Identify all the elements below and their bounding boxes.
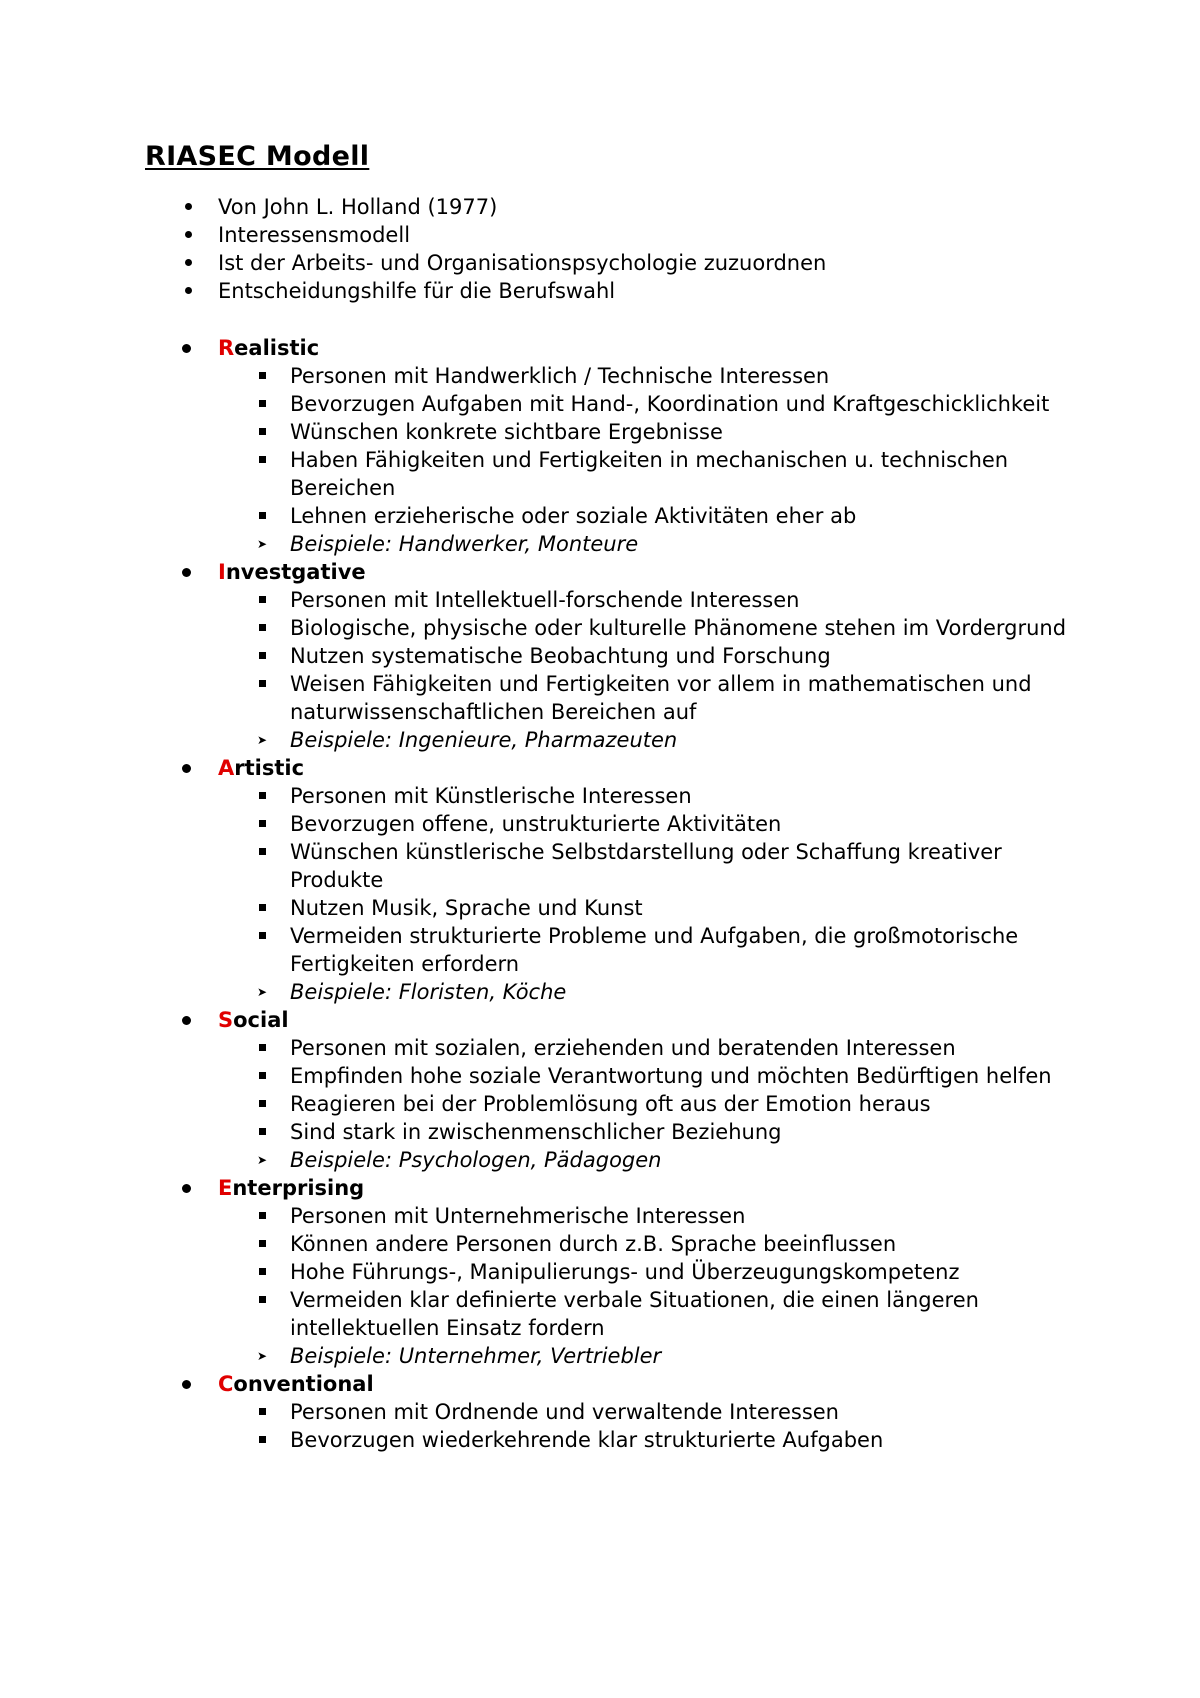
category-detail-list <box>257 1202 1200 1370</box>
detail-item: Hohe Führungs-, Manipulierungs- und Überzeugungskompetenz <box>290 1258 1080 1286</box>
category-name-rest: nvestgative <box>225 560 366 584</box>
bullet-icon <box>182 344 191 353</box>
detail-item: Haben Fähigkeiten und Fertigkeiten in mechanischen u. technischen Bereichen <box>290 446 1080 502</box>
detail-item: Personen mit Handwerklich / Technische Interessen <box>290 362 1080 390</box>
category-title <box>218 754 1200 782</box>
square-bullet-icon <box>259 1268 266 1275</box>
square-bullet-icon <box>259 400 266 407</box>
square-bullet-icon <box>259 1212 266 1219</box>
page-title: RIASEC Modell <box>145 141 370 172</box>
category-initial: C <box>218 1372 234 1396</box>
square-bullet-icon <box>259 680 266 687</box>
square-bullet-icon <box>259 652 266 659</box>
square-bullet-icon <box>259 820 266 827</box>
bullet-icon <box>182 1184 191 1193</box>
detail-item: Sind stark in zwischenmenschlicher Beziehung <box>290 1118 1080 1146</box>
arrow-bullet-icon: ➤ <box>257 985 268 999</box>
square-bullet-icon <box>259 904 266 911</box>
intro-item: Entscheidungshilfe für die Berufswahl <box>0 277 1200 305</box>
category-item <box>0 558 1200 754</box>
bullet-icon <box>185 231 192 238</box>
square-bullet-icon <box>259 1100 266 1107</box>
category-title <box>218 558 1200 586</box>
bullet-icon <box>185 203 192 210</box>
detail-item: Lehnen erzieherische oder soziale Aktivitäten eher ab <box>290 502 1080 530</box>
category-list <box>0 334 1200 1454</box>
category-name-rest: ealistic <box>234 336 320 360</box>
detail-item: Nutzen Musik, Sprache und Kunst <box>290 894 1080 922</box>
category-item <box>0 1370 1200 1454</box>
category-title <box>218 1006 1200 1034</box>
detail-item: Bevorzugen wiederkehrende klar strukturierte Aufgaben <box>290 1426 1080 1454</box>
category-name-rest: ocial <box>233 1008 289 1032</box>
detail-item: Weisen Fähigkeiten und Fertigkeiten vor allem in mathematischen und naturwissenschaftlichen Bereichen auf <box>290 670 1080 726</box>
square-bullet-icon <box>259 456 266 463</box>
detail-item: Wünschen konkrete sichtbare Ergebnisse <box>290 418 1080 446</box>
example-item: ➤ Beispiele: Ingenieure, Pharmazeuten <box>257 728 678 752</box>
square-bullet-icon <box>259 428 266 435</box>
detail-item: Bevorzugen offene, unstrukturierte Aktivitäten <box>290 810 1080 838</box>
arrow-bullet-icon: ➤ <box>257 1349 268 1363</box>
detail-item: Bevorzugen Aufgaben mit Hand-, Koordination und Kraftgeschicklichkeit <box>290 390 1080 418</box>
category-detail-list <box>257 586 1200 754</box>
detail-item: Personen mit Unternehmerische Interessen <box>290 1202 1080 1230</box>
detail-item: Personen mit sozialen, erziehenden und beratenden Interessen <box>290 1034 1080 1062</box>
bullet-icon <box>182 764 191 773</box>
detail-item: Biologische, physische oder kulturelle Phänomene stehen im Vordergrund <box>290 614 1080 642</box>
category-item <box>0 1006 1200 1174</box>
square-bullet-icon <box>259 1296 266 1303</box>
category-detail-list <box>257 1034 1200 1174</box>
square-bullet-icon <box>259 932 266 939</box>
square-bullet-icon <box>259 1240 266 1247</box>
example-item: ➤ Beispiele: Handwerker, Monteure <box>257 532 639 556</box>
category-initial: A <box>218 756 235 780</box>
arrow-bullet-icon: ➤ <box>257 1153 268 1167</box>
category-initial: R <box>218 336 235 360</box>
category-detail-list <box>290 1398 1200 1454</box>
category-item <box>0 334 1200 558</box>
example-item: ➤ Beispiele: Psychologen, Pädagogen <box>257 1148 662 1172</box>
category-title <box>218 1174 1200 1202</box>
category-name-rest: rtistic <box>234 756 305 780</box>
category-initial: E <box>218 1176 233 1200</box>
detail-item: Nutzen systematische Beobachtung und Forschung <box>290 642 1080 670</box>
detail-item: Personen mit Künstlerische Interessen <box>290 782 1080 810</box>
square-bullet-icon <box>259 596 266 603</box>
intro-list <box>0 193 1200 305</box>
category-initial: S <box>218 1008 234 1032</box>
intro-item: Ist der Arbeits- und Organisationspsychologie zuzuordnen <box>0 249 1200 277</box>
detail-item: Wünschen künstlerische Selbstdarstellung oder Schaffung kreativer Produkte <box>290 838 1080 894</box>
bullet-icon <box>185 287 192 294</box>
detail-item: Empfinden hohe soziale Verantwortung und möchten Bedürftigen helfen <box>290 1062 1080 1090</box>
square-bullet-icon <box>259 512 266 519</box>
category-item <box>0 754 1200 1006</box>
bullet-icon <box>185 259 192 266</box>
category-title <box>218 334 1200 362</box>
detail-item: Vermeiden strukturierte Probleme und Aufgaben, die großmotorische Fertigkeiten erfordern <box>290 922 1080 978</box>
example-item: ➤ Beispiele: Floristen, Köche <box>257 980 567 1004</box>
arrow-bullet-icon: ➤ <box>257 733 268 747</box>
square-bullet-icon <box>259 792 266 799</box>
square-bullet-icon <box>259 1072 266 1079</box>
arrow-bullet-icon: ➤ <box>257 537 268 551</box>
bullet-icon <box>182 568 191 577</box>
intro-item: Interessensmodell <box>0 221 1200 249</box>
category-name-rest: onventional <box>233 1372 374 1396</box>
square-bullet-icon <box>259 372 266 379</box>
square-bullet-icon <box>259 1044 266 1051</box>
category-detail-list <box>257 782 1200 1006</box>
category-initial: I <box>218 560 226 584</box>
detail-item: Vermeiden klar definierte verbale Situationen, die einen längeren intellektuellen Einsatz fordern <box>290 1286 1080 1342</box>
bullet-icon <box>182 1380 191 1389</box>
category-item <box>0 1174 1200 1370</box>
category-name-rest: nterprising <box>232 1176 365 1200</box>
intro-item: Von John L. Holland (1977) <box>0 193 1200 221</box>
square-bullet-icon <box>259 1408 266 1415</box>
example-item: ➤ Beispiele: Unternehmer, Vertriebler <box>257 1344 662 1368</box>
detail-item: Personen mit Intellektuell-forschende Interessen <box>290 586 1080 614</box>
square-bullet-icon <box>259 1128 266 1135</box>
category-title <box>218 1370 1200 1398</box>
bullet-icon <box>182 1016 191 1025</box>
detail-item: Können andere Personen durch z.B. Sprache beeinflussen <box>290 1230 1080 1258</box>
detail-item: Reagieren bei der Problemlösung oft aus der Emotion heraus <box>290 1090 1080 1118</box>
square-bullet-icon <box>259 1436 266 1443</box>
category-detail-list <box>257 362 1200 558</box>
square-bullet-icon <box>259 624 266 631</box>
detail-item: Personen mit Ordnende und verwaltende Interessen <box>290 1398 1080 1426</box>
square-bullet-icon <box>259 848 266 855</box>
